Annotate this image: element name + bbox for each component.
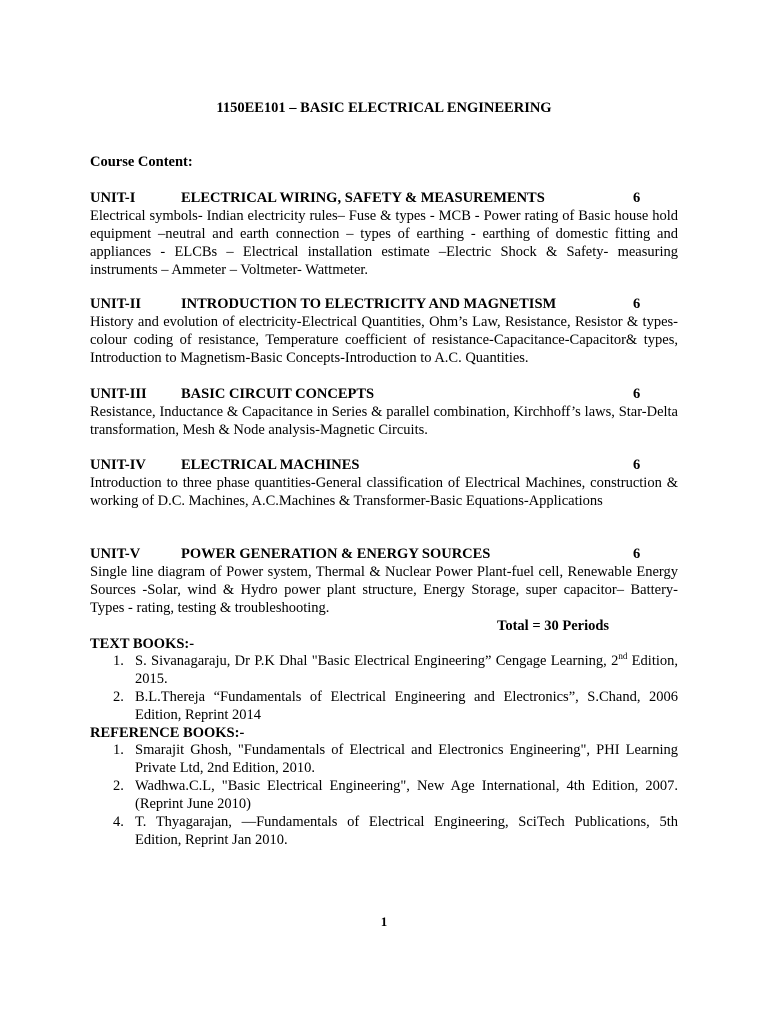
unit-description: History and evolution of electricity-Electrical Quantities, Ohm’s Law, Resistance, Resistor & types-colour coding of resistance, Temperature coefficient of resistance-Capacitance-Capacitor& types, Introduction to Magnetism-Basic Concepts-Introduction to A.C. Quantities. <box>90 314 678 366</box>
list-item-number: 4. <box>113 814 124 830</box>
ordinal-superscript: nd <box>618 651 628 662</box>
unit-code: UNIT-I <box>90 190 136 206</box>
unit-hours: 6 <box>633 457 641 473</box>
unit-heading <box>90 456 678 474</box>
total-periods: Total = 30 Periods <box>497 618 610 634</box>
reference-books-list <box>113 741 678 849</box>
unit-description: Electrical symbols- Indian electricity rules– Fuse & types - MCB - Power rating of Basic house hold equipment –neutral and earth connection – types of earthing - earthing of domestic fitting and appliances - ELCBs – Electrical installation estimate –Electric Shock & Safety- measuring instruments – Ammeter – Voltmeter- Wattmeter. <box>90 208 678 278</box>
unit-code: UNIT-V <box>90 546 141 562</box>
unit-description: Introduction to three phase quantities-General classification of Electrical Machines, construction & working of D.C. Machines, A.C.Machines & Transformer-Basic Equations-Applications <box>90 475 678 509</box>
list-item <box>113 652 678 688</box>
unit-section <box>90 189 678 279</box>
unit-section <box>90 456 678 510</box>
unit-description: Resistance, Inductance & Capacitance in Series & parallel combination, Kirchhoff’s laws, Star-Delta transformation, Mesh & Node analysis-Magnetic Circuits. <box>90 404 678 438</box>
unit-code: UNIT-IV <box>90 457 146 473</box>
unit-hours: 6 <box>633 546 641 562</box>
book-citation-text: Smarajit Ghosh, "Fundamentals of Electrical and Electronics Engineering", PHI Learning Private Ltd, 2nd Edition, 2010. <box>135 742 678 776</box>
unit-heading <box>90 385 678 403</box>
course-content-label: Course Content: <box>90 154 193 170</box>
unit-hours: 6 <box>633 190 641 206</box>
unit-heading <box>90 545 678 563</box>
unit-description: Single line diagram of Power system, Thermal & Nuclear Power Plant-fuel cell, Renewable Energy Sources -Solar, wind & Hydro power plant structure, Energy Storage, super capacitor– Battery-Types - rating, testing & troubleshooting. <box>90 564 678 616</box>
list-item <box>113 741 678 777</box>
book-citation-text: Wadhwa.C.L, "Basic Electrical Engineering", New Age International, 4th Edition, 2007. (Reprint June 2010) <box>135 778 678 812</box>
unit-title: ELECTRICAL WIRING, SAFETY & MEASUREMENTS <box>181 190 545 206</box>
list-item <box>113 777 678 813</box>
book-citation-text: S. Sivanagaraju, Dr P.K Dhal "Basic Electrical Engineering” Cengage Learning, 2 <box>135 653 619 669</box>
unit-code: UNIT-III <box>90 386 147 402</box>
text-books-list <box>113 652 678 724</box>
list-item <box>113 688 678 724</box>
page-number: 1 <box>380 914 388 929</box>
unit-title: POWER GENERATION & ENERGY SOURCES <box>181 546 491 562</box>
unit-section <box>90 545 678 617</box>
list-item-number: 2. <box>113 778 124 794</box>
unit-hours: 6 <box>633 296 641 312</box>
unit-heading <box>90 295 678 313</box>
unit-section <box>90 295 678 367</box>
book-citation-text-cont: Edition, 2015. <box>135 653 678 687</box>
unit-code: UNIT-II <box>90 296 142 312</box>
unit-title: ELECTRICAL MACHINES <box>181 457 360 473</box>
unit-section <box>90 385 678 439</box>
unit-title: INTRODUCTION TO ELECTRICITY AND MAGNETISM <box>181 296 557 312</box>
book-citation-text: T. Thyagarajan, —Fundamentals of Electrical Engineering, SciTech Publications, 5th Edition, Reprint Jan 2010. <box>135 814 678 848</box>
list-item-number: 2. <box>113 689 124 705</box>
unit-hours: 6 <box>633 386 641 402</box>
unit-heading <box>90 189 678 207</box>
page-title: 1150EE101 – BASIC ELECTRICAL ENGINEERING <box>216 100 552 116</box>
list-item-number: 1. <box>113 742 124 758</box>
reference-books-heading: REFERENCE BOOKS:- <box>90 725 245 741</box>
list-item-number: 1. <box>113 653 124 669</box>
book-citation-text: B.L.Thereja “Fundamentals of Electrical Engineering and Electronics”, S.Chand, 2006 Edition, Reprint 2014 <box>135 689 678 723</box>
text-books-heading: TEXT BOOKS:- <box>90 636 195 652</box>
list-item <box>113 813 678 849</box>
unit-title: BASIC CIRCUIT CONCEPTS <box>181 386 375 402</box>
